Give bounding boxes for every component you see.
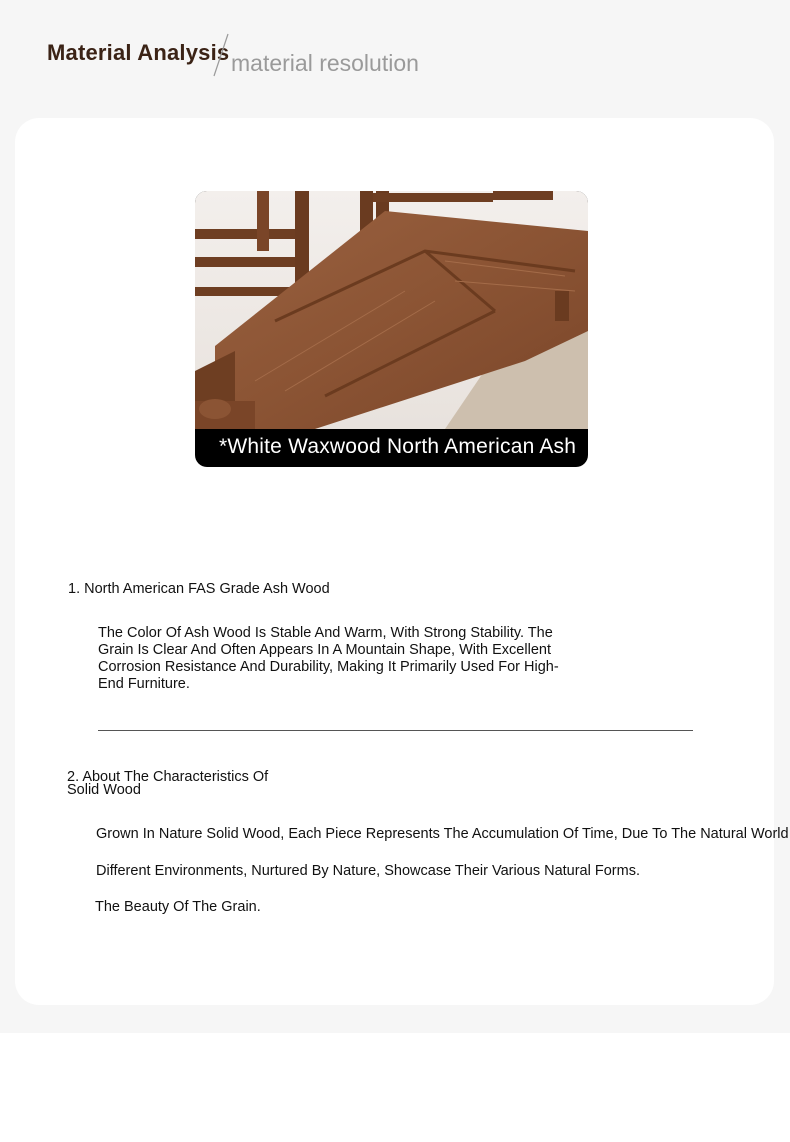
section-heading-ash-wood: 1. North American FAS Grade Ash Wood: [68, 581, 330, 597]
solid-wood-text-line: The Beauty Of The Grain.: [95, 899, 261, 915]
ash-wood-description: The Color Of Ash Wood Is Stable And Warm, With Strong Stability. The Grain Is Clear And Often Appears In A Mountain Shape, With Excellent Corrosion Resistance And Durability, Making It Primarily Used For High-End Furniture.: [98, 625, 559, 692]
photo-caption: *White Waxwood North American Ash: [219, 435, 577, 458]
wooden-bench-image: [195, 191, 588, 429]
solid-wood-text-line: Different Environments, Nurtured By Nature, Showcase Their Various Natural Forms.: [96, 863, 640, 879]
section-heading-solid-wood: 2. About The Characteristics Of Solid Wood: [67, 769, 269, 798]
product-photo: [195, 191, 588, 467]
section-divider: [98, 730, 693, 731]
solid-wood-text-line: Grown In Nature Solid Wood, Each Piece Represents The Accumulation Of Time, Due To The Natural World: [96, 826, 789, 842]
title-separator-slash: [211, 32, 231, 78]
page-title: Material Analysis: [47, 40, 230, 65]
page-subtitle: material resolution: [231, 50, 419, 76]
